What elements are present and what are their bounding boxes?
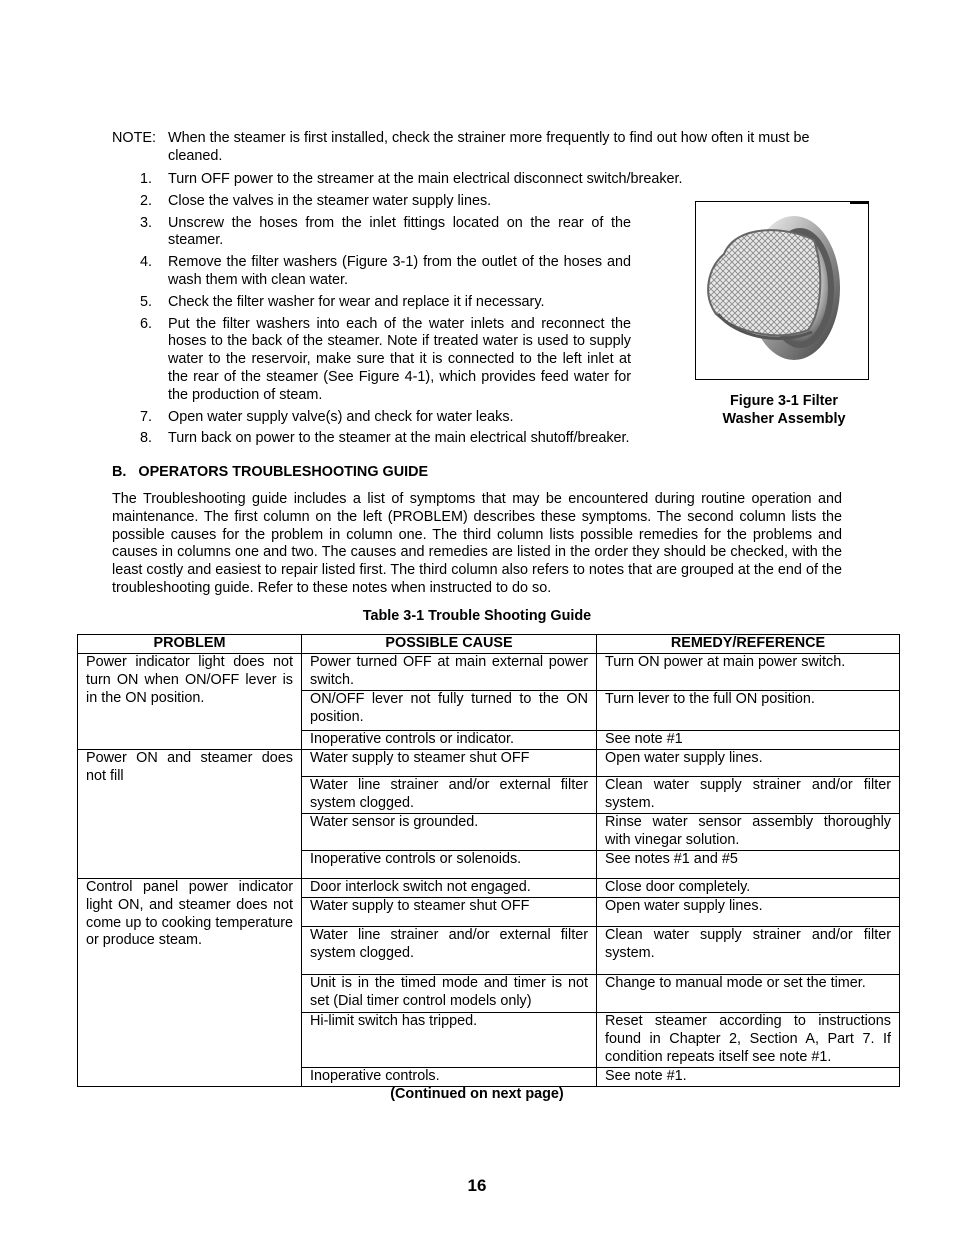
note-text: When the steamer is first installed, check the strainer more frequently to find out how often it must be cleaned. [168, 130, 810, 164]
figure-caption: Figure 3-1 Filter Washer Assembly [722, 393, 846, 427]
step-5: 5. Check the filter washer for wear and replace it if necessary. [140, 293, 545, 310]
remedy-cell: Rinse water sensor assembly thoroughly with vinegar solution. [597, 814, 900, 851]
cause-cell: Inoperative controls or solenoids. [302, 851, 597, 879]
step-4: 4. Remove the filter washers (Figure 3-1) from the outlet of the hoses and wash them with clean water. [140, 254, 631, 288]
table-row [78, 879, 900, 898]
remedy-cell: Open water supply lines. [597, 750, 900, 777]
section-heading: B. OPERATORS TROUBLESHOOTING GUIDE [112, 464, 429, 480]
table-title: Table 3-1 Trouble Shooting Guide [362, 608, 592, 624]
note-block [112, 130, 844, 166]
cause-cell: Hi-limit switch has tripped. [302, 1013, 597, 1068]
continued-note: (Continued on next page) [390, 1086, 564, 1102]
note-label: NOTE: [112, 130, 156, 146]
problem-cell: Power indicator light does not turn ON when ON/OFF lever is in the ON position. [78, 654, 302, 750]
remedy-cell: Open water supply lines. [597, 898, 900, 927]
problem-cell: Control panel power indicator light ON, and steamer does not come up to cooking temperature or produce steam. [78, 879, 302, 1087]
cause-cell: Water sensor is grounded. [302, 814, 597, 851]
remedy-cell: See note #1 [597, 731, 900, 750]
filter-washer-image [696, 202, 868, 379]
table-row [78, 654, 900, 691]
troubleshooting-table [77, 634, 900, 1087]
remedy-cell: Clean water supply strainer and/or filter system. [597, 927, 900, 975]
remedy-cell: Reset steamer according to instructions found in Chapter 2, Section A, Part 7. If condition repeats itself see note #1. [597, 1013, 900, 1068]
cause-cell: ON/OFF lever not fully turned to the ON position. [302, 691, 597, 731]
step-1: 1. Turn OFF power to the streamer at the main electrical disconnect switch/breaker. [140, 171, 683, 187]
cause-cell: Inoperative controls. [302, 1068, 597, 1087]
step-8: 8. Turn back on power to the steamer at the main electrical shutoff/breaker. [140, 430, 630, 447]
remedy-cell: See notes #1 and #5 [597, 851, 900, 879]
cause-cell: Water supply to steamer shut OFF [302, 750, 597, 777]
section-intro: The Troubleshooting guide includes a list of symptoms that may be encountered during routine operation and maintenance. The first column on the left (PROBLEM) describes these symptoms. The second column lists the possible causes for the problem in column one. The third column lists possible remedies for the problems and causes in columns one and two. The causes and remedies are listed in the order they should be checked, with the least costly and easiest to repair listed first. The third column also refers to notes that are grouped at the end of the troubleshooting guide. Refer to these notes when instructed to do so. [112, 491, 842, 596]
remedy-cell: See note #1. [597, 1068, 900, 1087]
remedy-cell: Close door completely. [597, 879, 900, 898]
problem-cell: Power ON and steamer does not fill [78, 750, 302, 879]
procedure-steps [112, 171, 683, 452]
header-cause: POSSIBLE CAUSE [302, 635, 597, 654]
header-problem: PROBLEM [78, 635, 302, 654]
cause-cell: Door interlock switch not engaged. [302, 879, 597, 898]
filter-washer-figure [695, 201, 869, 380]
step-7: 7. Open water supply valve(s) and check for water leaks. [140, 408, 514, 425]
header-remedy: REMEDY/REFERENCE [597, 635, 900, 654]
remedy-cell: Clean water supply strainer and/or filter system. [597, 777, 900, 814]
remedy-cell: Change to manual mode or set the timer. [597, 975, 900, 1013]
remedy-cell: Turn ON power at main power switch. [597, 654, 900, 691]
cause-cell: Inoperative controls or indicator. [302, 731, 597, 750]
step-2: 2. Close the valves in the steamer water supply lines. [140, 192, 492, 209]
table-header-row [78, 635, 900, 654]
cause-cell: Water line strainer and/or external filter system clogged. [302, 927, 597, 975]
page-number: 16 [467, 1176, 487, 1195]
remedy-cell: Turn lever to the full ON position. [597, 691, 900, 731]
step-6: 6. Put the filter washers into each of the water inlets and reconnect the hoses to the back of the steamer. Note if treated water is used to supply water to the reservoir, make sure that it is connected to the left inlet at the rear of the steamer (See Figure 4-1), which provides feed water for the production of steam. [140, 315, 631, 403]
cause-cell: Water supply to steamer shut OFF [302, 898, 597, 927]
cause-cell: Water line strainer and/or external filter system clogged. [302, 777, 597, 814]
table-row [78, 750, 900, 777]
cause-cell: Unit is in the timed mode and timer is not set (Dial timer control models only) [302, 975, 597, 1013]
step-3: 3. Unscrew the hoses from the inlet fittings located on the rear of the steamer. [140, 214, 631, 249]
cause-cell: Power turned OFF at main external power switch. [302, 654, 597, 691]
